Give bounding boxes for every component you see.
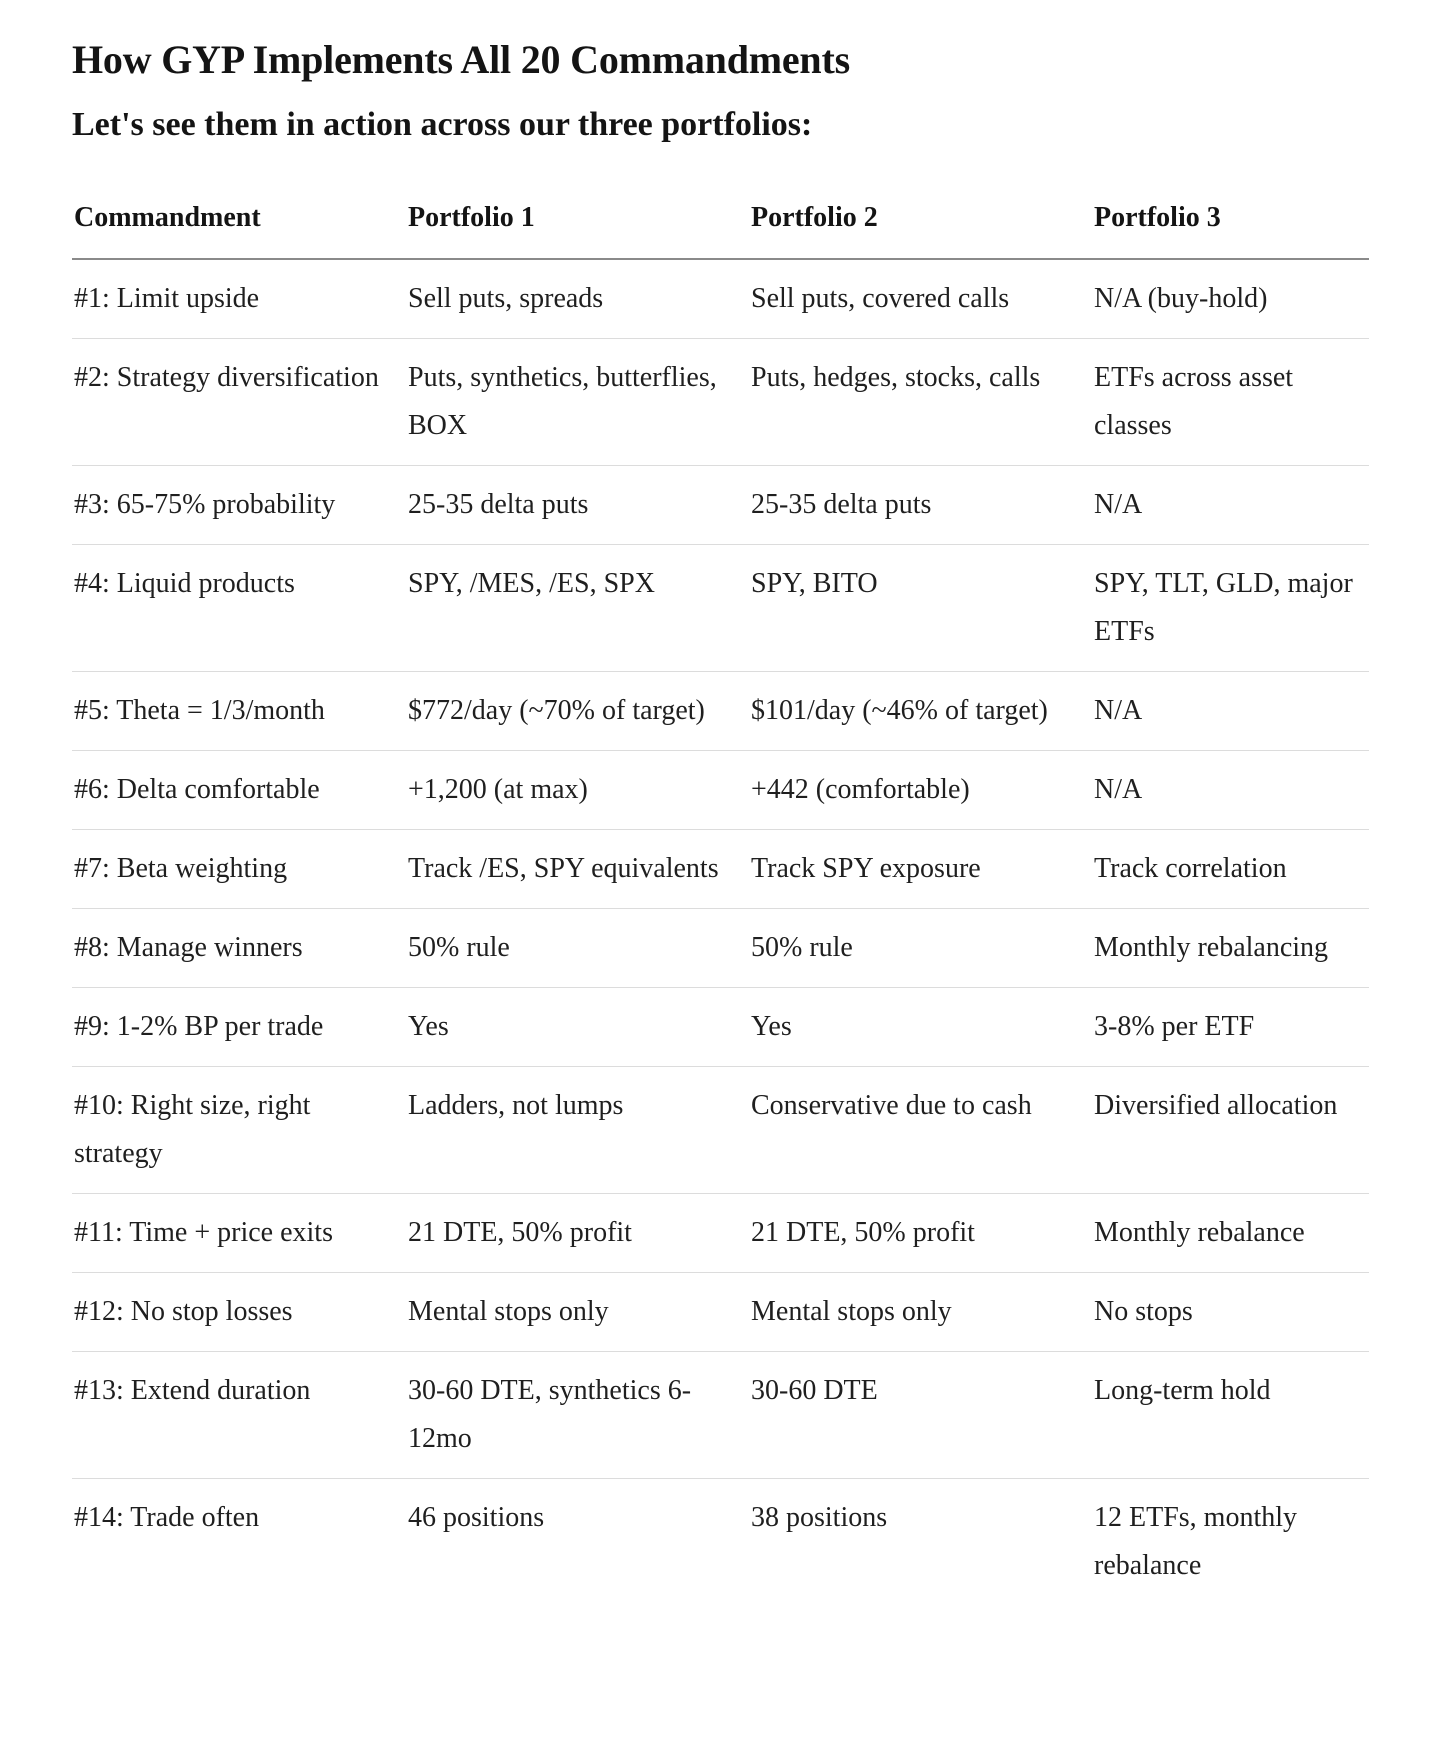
commandment-cell: #4: Liquid products bbox=[72, 545, 406, 672]
commandment-cell: #10: Right size, right strategy bbox=[72, 1067, 406, 1194]
portfolio-3-cell: ETFs across asset classes bbox=[1092, 339, 1369, 466]
portfolio-1-cell: Sell puts, spreads bbox=[406, 259, 749, 339]
portfolio-2-cell: SPY, BITO bbox=[749, 545, 1092, 672]
portfolio-1-cell: 21 DTE, 50% profit bbox=[406, 1194, 749, 1273]
table-row bbox=[72, 751, 1369, 830]
portfolio-3-cell: Monthly rebalance bbox=[1092, 1194, 1369, 1273]
portfolio-1-cell: SPY, /MES, /ES, SPX bbox=[406, 545, 749, 672]
portfolio-3-cell: N/A bbox=[1092, 751, 1369, 830]
portfolio-3-cell: N/A bbox=[1092, 672, 1369, 751]
portfolio-2-cell: +442 (comfortable) bbox=[749, 751, 1092, 830]
section-subtitle: Let's see them in action across our three portfolios: bbox=[72, 106, 813, 143]
table-row bbox=[72, 1194, 1369, 1273]
portfolio-2-cell: Yes bbox=[749, 988, 1092, 1067]
portfolio-3-cell: Monthly rebalancing bbox=[1092, 909, 1369, 988]
commandment-cell: #1: Limit upside bbox=[72, 259, 406, 339]
column-header-portfolio-2: Portfolio 2 bbox=[749, 184, 1092, 259]
table-row bbox=[72, 988, 1369, 1067]
portfolio-3-cell: 12 ETFs, monthly rebalance bbox=[1094, 1502, 1298, 1581]
commandment-cell: #13: Extend duration bbox=[72, 1352, 406, 1479]
portfolio-2-cell: 38 positions bbox=[751, 1502, 888, 1533]
commandment-cell: #3: 65-75% probability bbox=[72, 466, 406, 545]
portfolio-2-cell: Track SPY exposure bbox=[749, 830, 1092, 909]
portfolio-2-cell: Sell puts, covered calls bbox=[749, 259, 1092, 339]
table-row bbox=[72, 672, 1369, 751]
commandment-cell: #14: Trade often bbox=[74, 1502, 260, 1533]
commandment-cell: #9: 1-2% BP per trade bbox=[72, 988, 406, 1067]
portfolio-3-cell: Diversified allocation bbox=[1092, 1067, 1369, 1194]
portfolio-2-cell: Conservative due to cash bbox=[749, 1067, 1092, 1194]
portfolio-3-cell: 3-8% per ETF bbox=[1092, 988, 1369, 1067]
column-header-commandment: Commandment bbox=[72, 184, 406, 259]
table-row bbox=[72, 259, 1369, 339]
portfolio-3-cell: SPY, TLT, GLD, major ETFs bbox=[1092, 545, 1369, 672]
portfolio-1-cell: 25-35 delta puts bbox=[406, 466, 749, 545]
portfolio-3-cell: Long-term hold bbox=[1092, 1352, 1369, 1479]
section-title: How GYP Implements All 20 Commandments bbox=[72, 37, 850, 82]
table-row bbox=[72, 339, 1369, 466]
portfolio-2-cell: 30-60 DTE bbox=[749, 1352, 1092, 1479]
commandment-cell: #12: No stop losses bbox=[72, 1273, 406, 1352]
commandment-cell: #5: Theta = 1/3/month bbox=[72, 672, 406, 751]
portfolio-1-cell: Puts, synthetics, butterflies, BOX bbox=[406, 339, 749, 466]
table-row bbox=[72, 545, 1369, 672]
commandment-cell: #7: Beta weighting bbox=[72, 830, 406, 909]
table-row bbox=[72, 1352, 1369, 1479]
portfolio-2-cell: 25-35 delta puts bbox=[749, 466, 1092, 545]
commandment-cell: #2: Strategy diversification bbox=[72, 339, 406, 466]
portfolio-3-cell: N/A (buy-hold) bbox=[1092, 259, 1369, 339]
portfolio-1-cell: Mental stops only bbox=[406, 1273, 749, 1352]
portfolio-2-cell: 50% rule bbox=[749, 909, 1092, 988]
table-row bbox=[72, 909, 1369, 988]
table-row bbox=[72, 1067, 1369, 1194]
table-row bbox=[72, 1273, 1369, 1352]
portfolio-1-cell: Yes bbox=[406, 988, 749, 1067]
portfolio-2-cell: Puts, hedges, stocks, calls bbox=[749, 339, 1092, 466]
portfolio-1-cell: +1,200 (at max) bbox=[406, 751, 749, 830]
table-row bbox=[72, 466, 1369, 545]
table-row bbox=[72, 1479, 1369, 1606]
portfolio-2-cell: Mental stops only bbox=[749, 1273, 1092, 1352]
commandment-cell: #8: Manage winners bbox=[72, 909, 406, 988]
portfolio-1-cell: 46 positions bbox=[408, 1502, 545, 1533]
portfolio-2-cell: $101/day (~46% of target) bbox=[749, 672, 1092, 751]
portfolio-1-cell: 50% rule bbox=[406, 909, 749, 988]
commandment-cell: #6: Delta comfortable bbox=[72, 751, 406, 830]
portfolio-1-cell: 30-60 DTE, synthetics 6-12mo bbox=[406, 1352, 749, 1479]
portfolio-3-cell: Track correlation bbox=[1092, 830, 1369, 909]
table-row bbox=[72, 830, 1369, 909]
commandments-table bbox=[72, 184, 1369, 1605]
portfolio-1-cell: Track /ES, SPY equivalents bbox=[406, 830, 749, 909]
table-header-row bbox=[72, 184, 1369, 259]
commandment-cell: #11: Time + price exits bbox=[72, 1194, 406, 1273]
portfolio-1-cell: $772/day (~70% of target) bbox=[406, 672, 749, 751]
column-header-portfolio-3: Portfolio 3 bbox=[1092, 184, 1369, 259]
column-header-portfolio-1: Portfolio 1 bbox=[406, 184, 749, 259]
portfolio-2-cell: 21 DTE, 50% profit bbox=[749, 1194, 1092, 1273]
portfolio-1-cell: Ladders, not lumps bbox=[406, 1067, 749, 1194]
portfolio-3-cell: N/A bbox=[1092, 466, 1369, 545]
portfolio-3-cell: No stops bbox=[1092, 1273, 1369, 1352]
